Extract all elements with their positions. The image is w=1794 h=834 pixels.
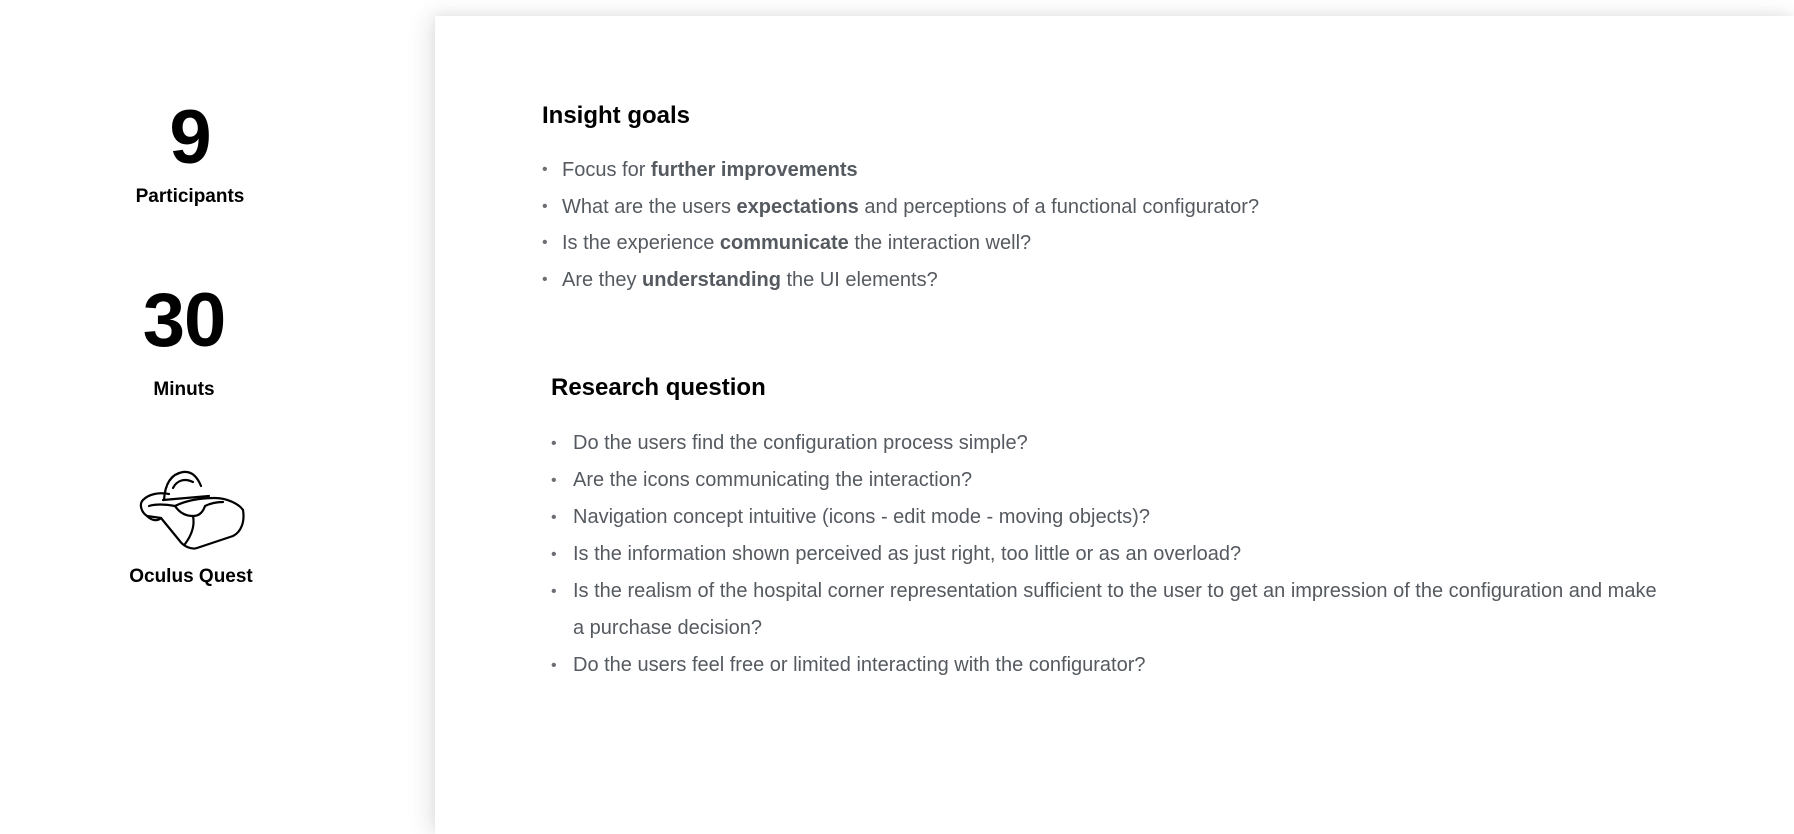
list-item bbox=[542, 189, 1642, 226]
list-item: • Are the icons communicating the interaction? bbox=[551, 462, 1671, 499]
stat-minutes bbox=[84, 278, 284, 401]
list-item bbox=[542, 225, 1642, 262]
vr-headset-icon bbox=[135, 460, 247, 552]
item-text: the UI elements? bbox=[780, 268, 938, 291]
content-card bbox=[435, 16, 1794, 834]
research-question-list bbox=[551, 425, 1671, 684]
item-text: Is the experience bbox=[562, 232, 720, 254]
insight-goals-title: Insight goals bbox=[542, 102, 691, 129]
minutes-count: 30 bbox=[142, 278, 226, 363]
item-emphasis: communicate bbox=[719, 232, 849, 254]
insight-goals-section bbox=[542, 102, 1642, 298]
device-label: Oculus Quest bbox=[129, 566, 253, 587]
list-item bbox=[542, 152, 1642, 189]
item-text: the interaction well? bbox=[848, 232, 1032, 254]
item-text: Are they bbox=[562, 268, 643, 291]
item-emphasis: further improvements bbox=[650, 159, 858, 181]
research-question-section bbox=[551, 374, 1671, 684]
participants-label: Participants bbox=[135, 186, 245, 207]
stat-device bbox=[91, 460, 291, 588]
item-emphasis: expectations bbox=[736, 195, 859, 218]
list-item: • Is the information shown perceived as just right, too little or as an overload? bbox=[551, 536, 1671, 573]
list-item: • Is the realism of the hospital corner representation sufficient to the user to get an impression of the configuration and make a purchase decision? bbox=[551, 573, 1671, 647]
list-item: • Do the users find the configuration process simple? bbox=[551, 425, 1671, 462]
minutes-label: Minuts bbox=[153, 379, 215, 400]
stat-participants bbox=[90, 95, 290, 208]
item-text: and perceptions of a functional configurator? bbox=[858, 195, 1260, 218]
insight-goals-list bbox=[542, 152, 1642, 298]
list-item: • Navigation concept intuitive (icons - edit mode - moving objects)? bbox=[551, 499, 1671, 536]
item-emphasis: understanding bbox=[642, 268, 781, 291]
list-item bbox=[542, 262, 1642, 299]
list-item: • Do the users feel free or limited interacting with the configurator? bbox=[551, 647, 1671, 684]
participants-count: 9 bbox=[169, 95, 211, 180]
research-question-title: Research question bbox=[551, 374, 766, 401]
item-text: What are the users bbox=[562, 195, 737, 218]
item-text: Focus for bbox=[562, 159, 651, 181]
